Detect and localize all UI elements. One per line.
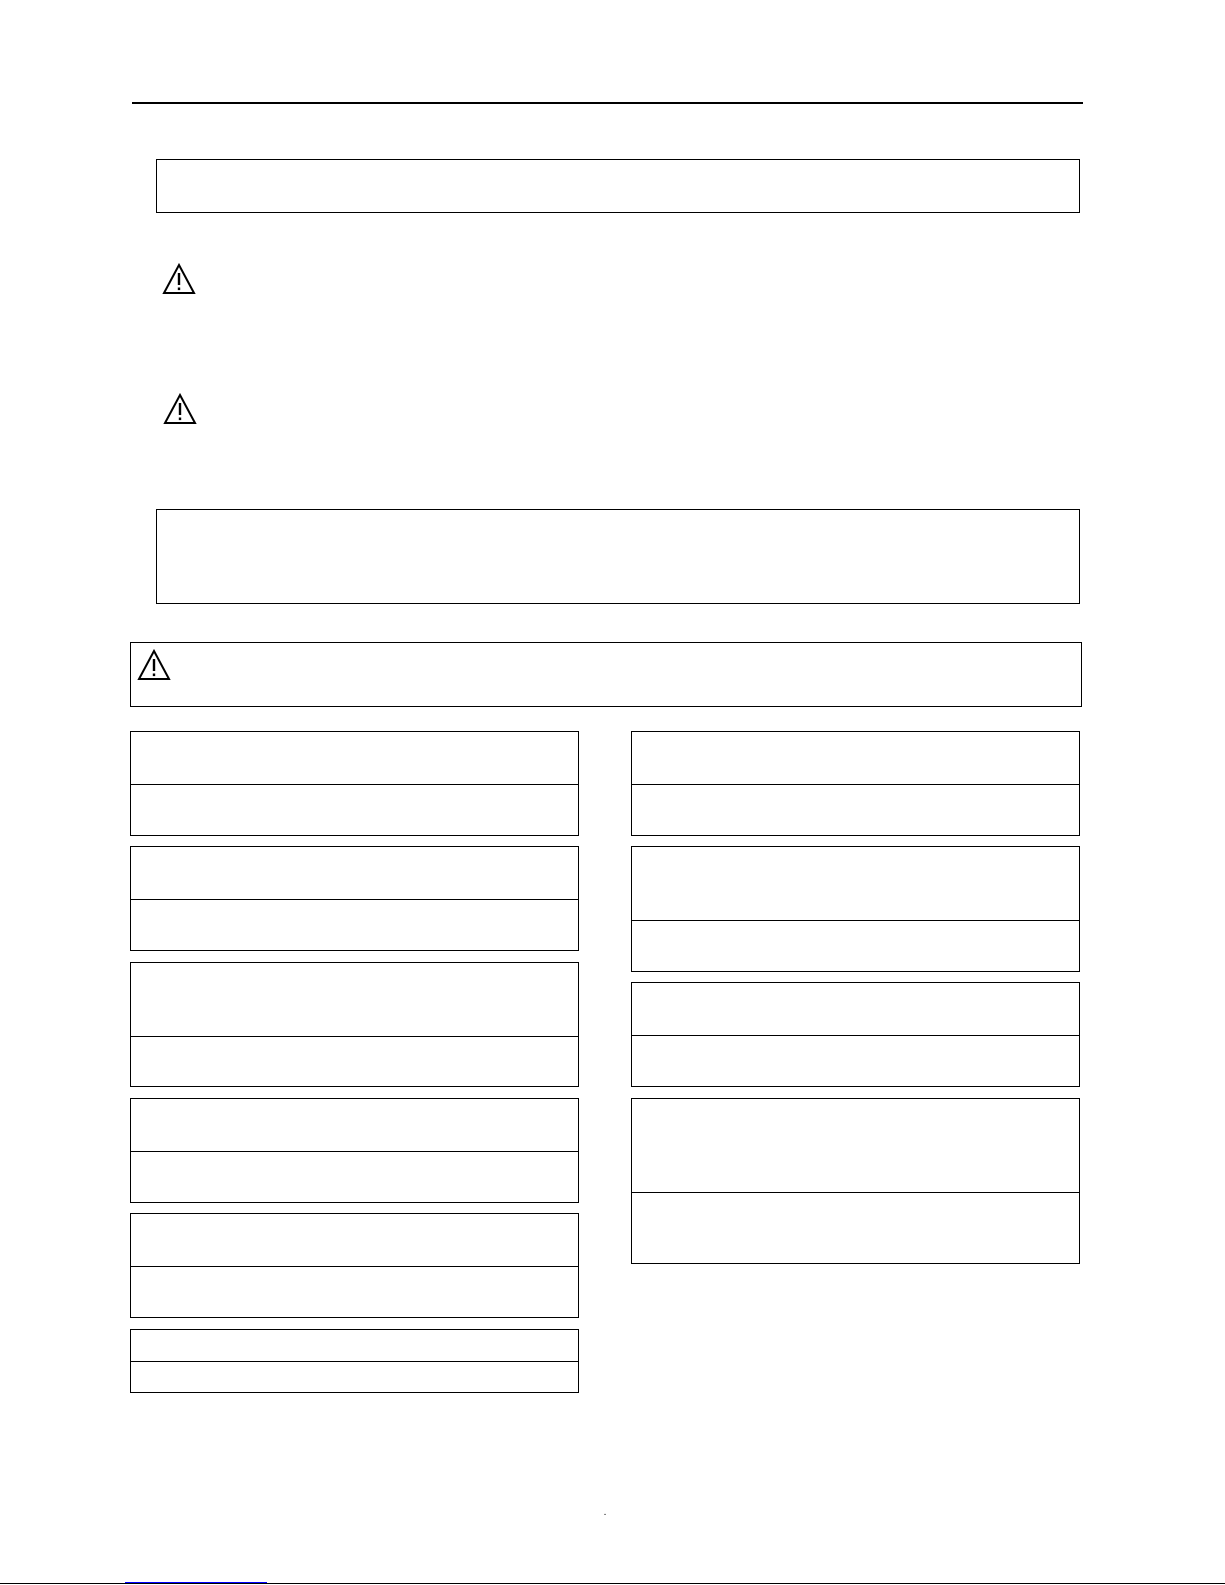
- right-box-3: [631, 982, 1080, 1087]
- header-rule: [132, 102, 1083, 104]
- footer-rule: [0, 1583, 1225, 1584]
- left-box-2-bottom: [131, 899, 578, 950]
- left-box-6: [130, 1329, 579, 1393]
- left-box-6-bottom: [131, 1361, 578, 1392]
- left-box-5-top: [131, 1214, 578, 1266]
- left-box-2-top: [131, 847, 578, 899]
- left-box-4-top: [131, 1099, 578, 1151]
- warning-banner: [130, 642, 1082, 707]
- right-box-3-top: [632, 983, 1079, 1035]
- left-box-3: [130, 962, 579, 1087]
- page-number: .: [603, 1507, 607, 1518]
- left-box-4-bottom: [131, 1151, 578, 1202]
- left-box-4: [130, 1098, 579, 1203]
- right-box-1-top: [632, 732, 1079, 784]
- left-box-1: [130, 731, 579, 836]
- left-box-1-top: [131, 732, 578, 784]
- right-box-4: [631, 1098, 1080, 1264]
- right-box-2-bottom: [632, 920, 1079, 971]
- warning-triangle-icon: [137, 649, 171, 681]
- left-box-2: [130, 846, 579, 951]
- right-box-3-bottom: [632, 1035, 1079, 1086]
- right-box-4-bottom: [632, 1192, 1079, 1263]
- right-box-4-top: [632, 1099, 1079, 1192]
- left-box-1-bottom: [131, 784, 578, 835]
- right-box-1: [631, 731, 1080, 836]
- warning-triangle-icon: [162, 263, 196, 295]
- warning-triangle-icon: [163, 393, 197, 425]
- note-box-top: [156, 159, 1080, 213]
- left-box-5: [130, 1213, 579, 1318]
- right-box-2: [631, 846, 1080, 972]
- left-box-6-top: [131, 1330, 578, 1361]
- right-box-1-bottom: [632, 784, 1079, 835]
- right-box-2-top: [632, 847, 1079, 920]
- left-box-5-bottom: [131, 1266, 578, 1317]
- left-box-3-bottom: [131, 1036, 578, 1086]
- left-box-3-top: [131, 963, 578, 1036]
- note-box-middle: [156, 509, 1080, 604]
